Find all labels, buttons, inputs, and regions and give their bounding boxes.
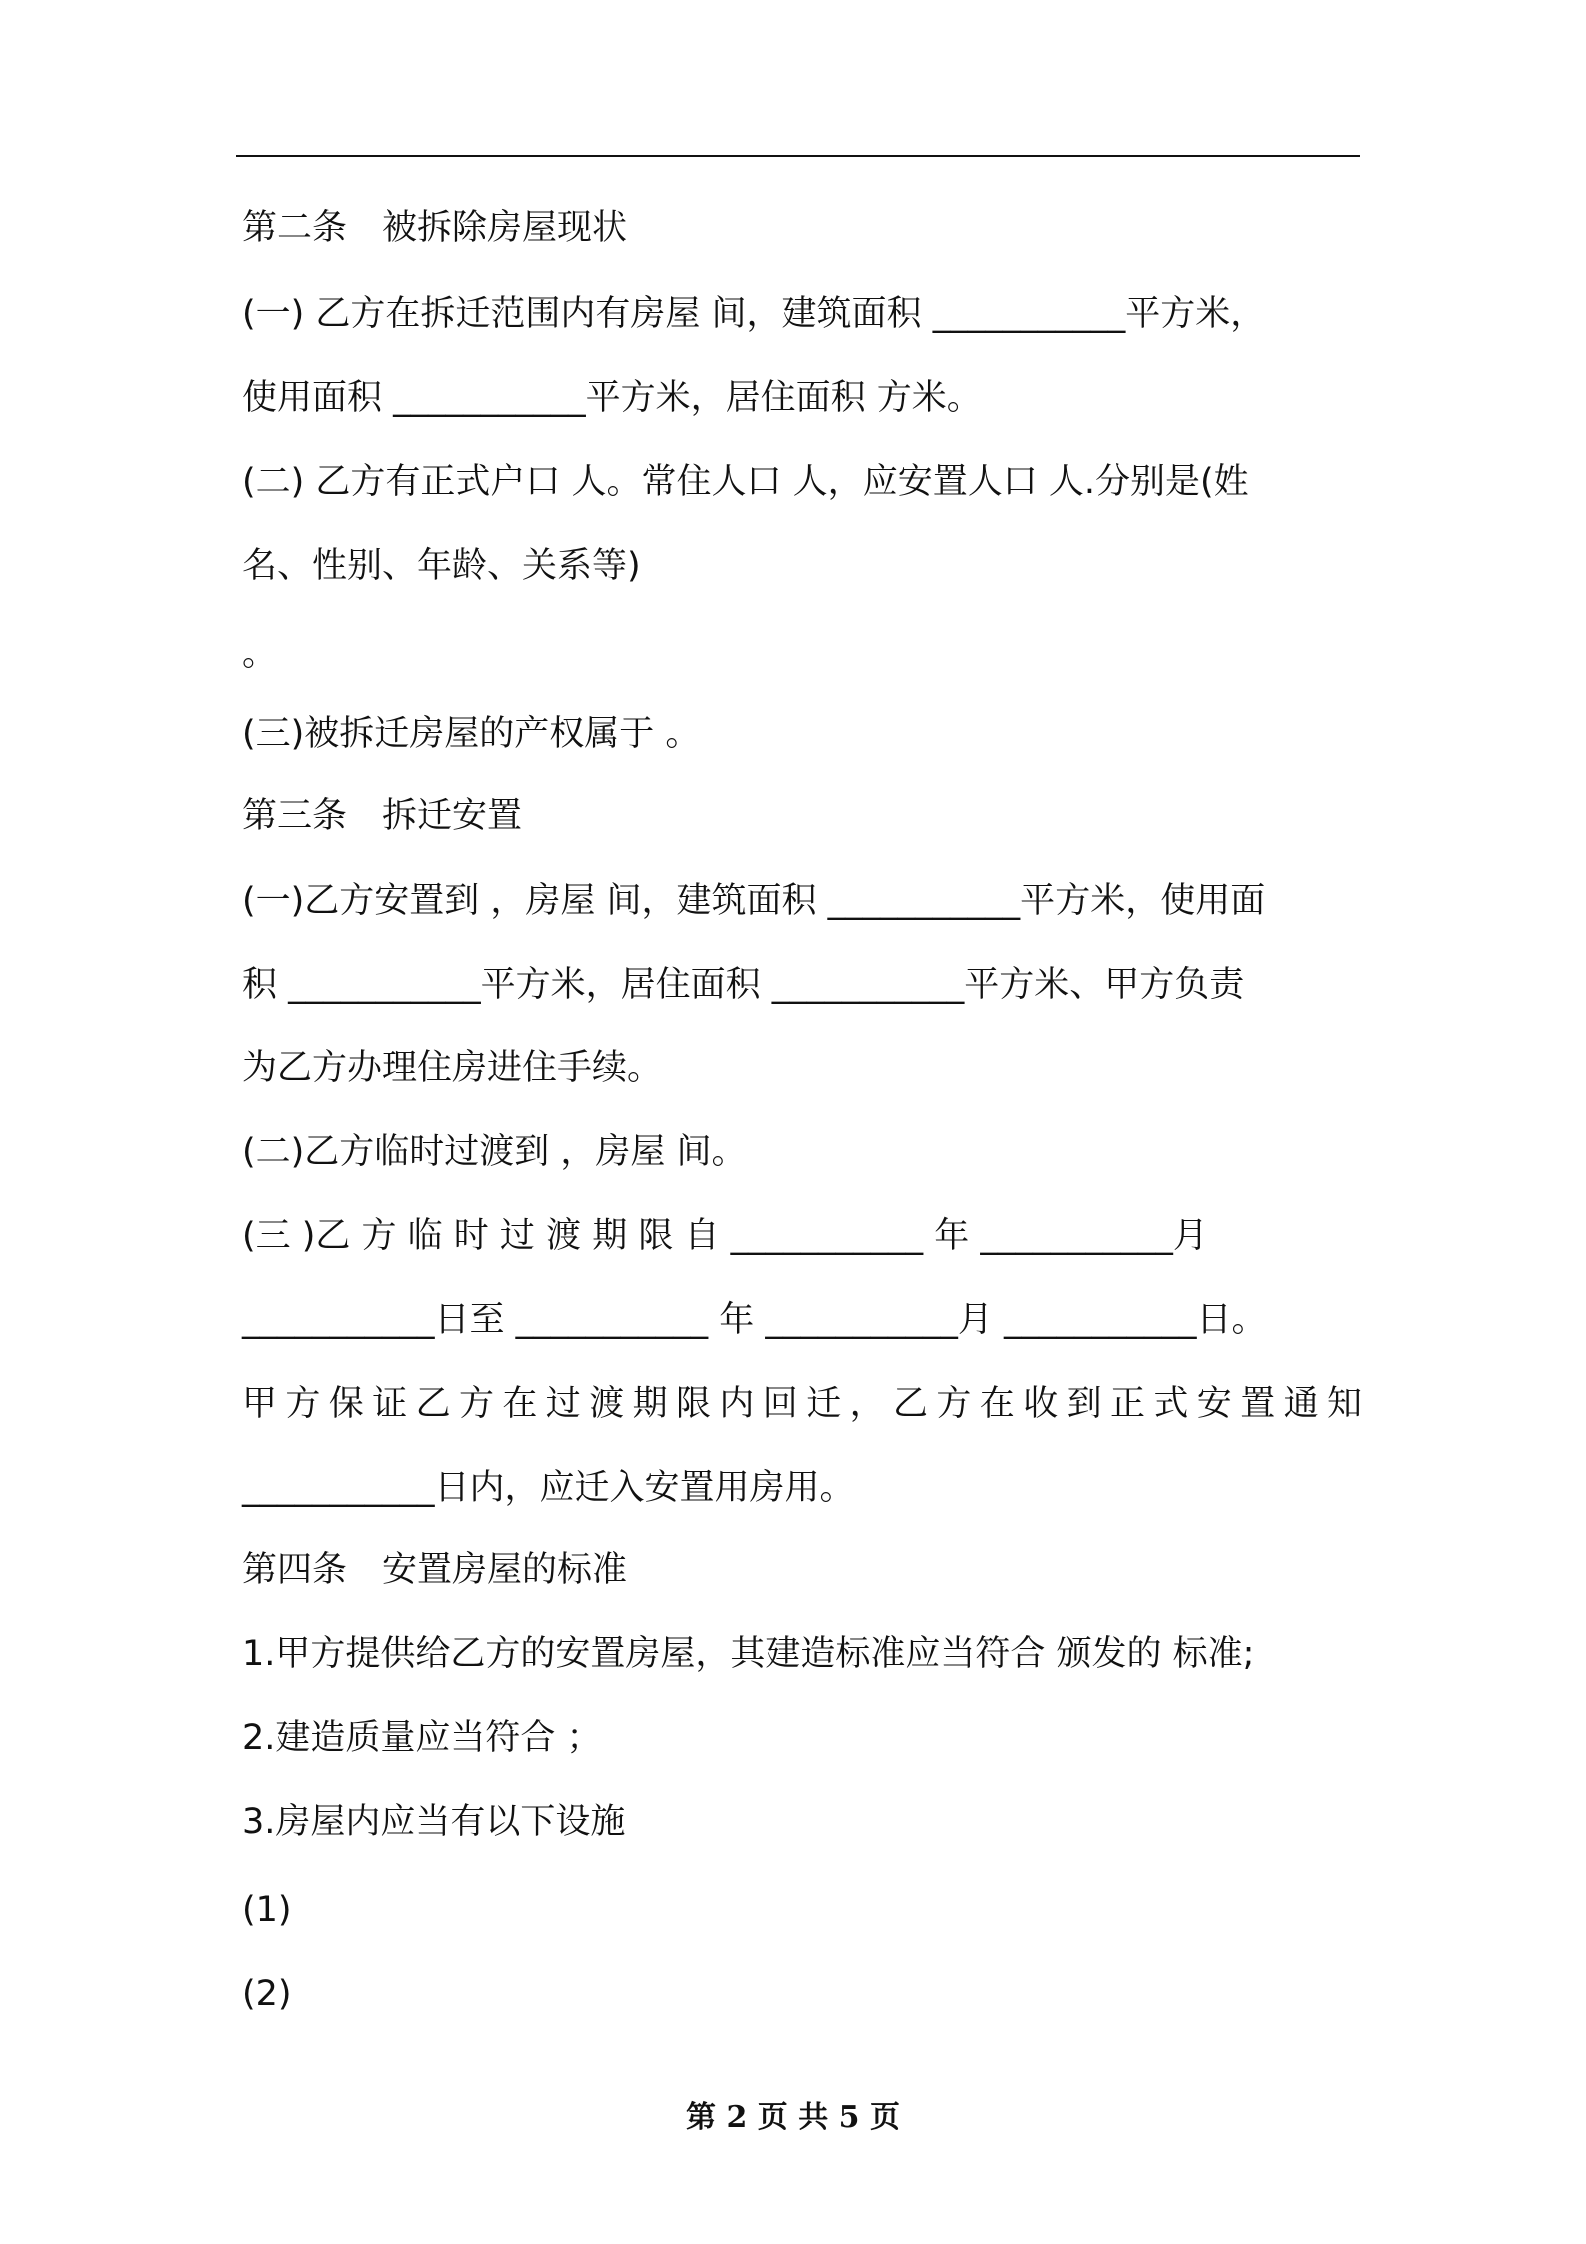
paragraph-line: (三)被拆迁房屋的产权属于 。 [242, 714, 701, 754]
paragraph-line: 。 [242, 634, 278, 674]
paragraph-line: 为乙方办理住房进住手续。 [242, 1048, 663, 1088]
paragraph-line: (三 )乙 方 临 时 过 渡 期 限 自 ___________ 年 ___________月 [242, 1216, 1208, 1256]
paragraph-line: ___________日至 ___________ 年 ___________月 ___________日。 [242, 1300, 1267, 1340]
article-4-heading: 第四条 安置房屋的标准 [242, 1550, 628, 1590]
list-item: (2) [242, 1974, 292, 2014]
paragraph-line: (二) 乙方有正式户口 人。常住人口 人，应安置人口 人.分别是(姓 [242, 462, 1249, 502]
paragraph-line: 名、性别、年龄、关系等) [242, 546, 641, 586]
article-3-heading: 第三条 拆迁安置 [242, 796, 523, 836]
header-rule [236, 155, 1360, 157]
paragraph-line: (二)乙方临时过渡到 ，房屋 间。 [242, 1132, 747, 1172]
paragraph-line: 2.建造质量应当符合 ； [242, 1718, 602, 1758]
paragraph-line: 使用面积 ___________平方米，居住面积 方米。 [242, 378, 982, 418]
paragraph-line: 甲方保证乙方在过渡期限内回迁，乙方在收到正式安置通知 [242, 1384, 1362, 1424]
paragraph-line: (一)乙方安置到 ，房屋 间，建筑面积 ___________平方米，使用面 [242, 881, 1266, 921]
paragraph-line: 1.甲方提供给乙方的安置房屋，其建造标准应当符合 颁发的 标准; [242, 1634, 1255, 1674]
paragraph-line: (一) 乙方在拆迁范围内有房屋 间，建筑面积 ___________平方米， [242, 294, 1266, 334]
paragraph-line: 积 ___________平方米，居住面积 ___________平方米、甲方负责 [242, 965, 1245, 1005]
paragraph-line: 3.房屋内应当有以下设施 [242, 1802, 626, 1842]
list-item: (1) [242, 1890, 292, 1930]
article-2-heading: 第二条 被拆除房屋现状 [242, 208, 628, 248]
paragraph-line: ___________日内，应迁入安置用房用。 [242, 1468, 855, 1508]
page-number: 第 2 页 共 5 页 [686, 2100, 900, 2135]
